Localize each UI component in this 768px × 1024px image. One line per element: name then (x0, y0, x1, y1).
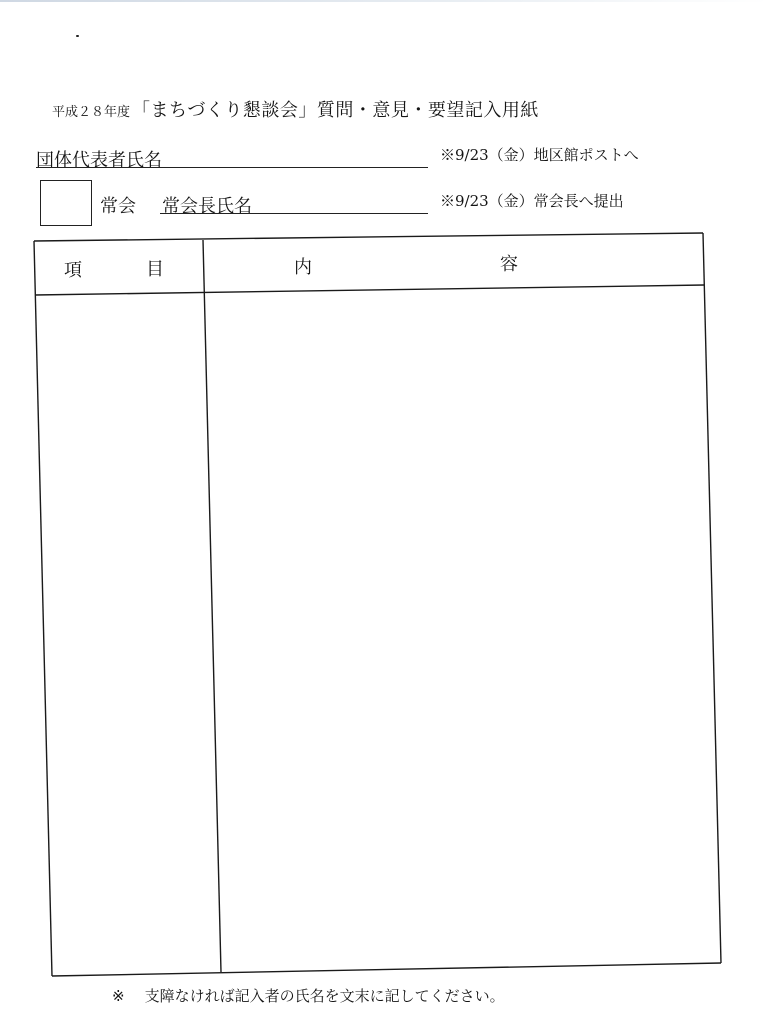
title-fiscal-year: 平成２８年度 (52, 105, 131, 120)
neighborhood-checkbox[interactable] (40, 180, 92, 226)
footer-text: 支障なければ記入者の氏名を文末に記してください。 (144, 987, 505, 1005)
table-top-border (34, 233, 703, 241)
content-column-body[interactable] (215, 295, 710, 955)
footer-mark: ※ (112, 987, 125, 1005)
title-main: 「まちづくり懇談会」質問・意見・要望記入用紙 (132, 100, 539, 121)
scan-speck (76, 35, 79, 37)
chair-name-field[interactable] (160, 189, 428, 214)
form-title (52, 96, 539, 122)
neighborhood-label: 常会 (100, 196, 136, 217)
representative-deadline-note: ※9/23（金）地区館ポストへ (440, 146, 639, 164)
header-content-char-2: 容 (500, 254, 518, 275)
table-bottom-border (52, 963, 721, 976)
chair-label: 常会長氏名 (162, 196, 252, 217)
header-separator (35, 285, 704, 295)
scan-edge (0, 0, 768, 2)
chair-deadline-note: ※9/23（金）常会長へ提出 (440, 192, 624, 210)
header-item-char-2: 目 (146, 259, 164, 280)
representative-name-field[interactable] (36, 143, 428, 168)
footer-instruction (112, 985, 505, 1006)
header-content-char-1: 内 (294, 257, 312, 278)
header-item-char-1: 項 (64, 260, 82, 281)
item-column-body[interactable] (44, 300, 204, 960)
representative-label: 団体代表者氏名 (36, 150, 162, 171)
